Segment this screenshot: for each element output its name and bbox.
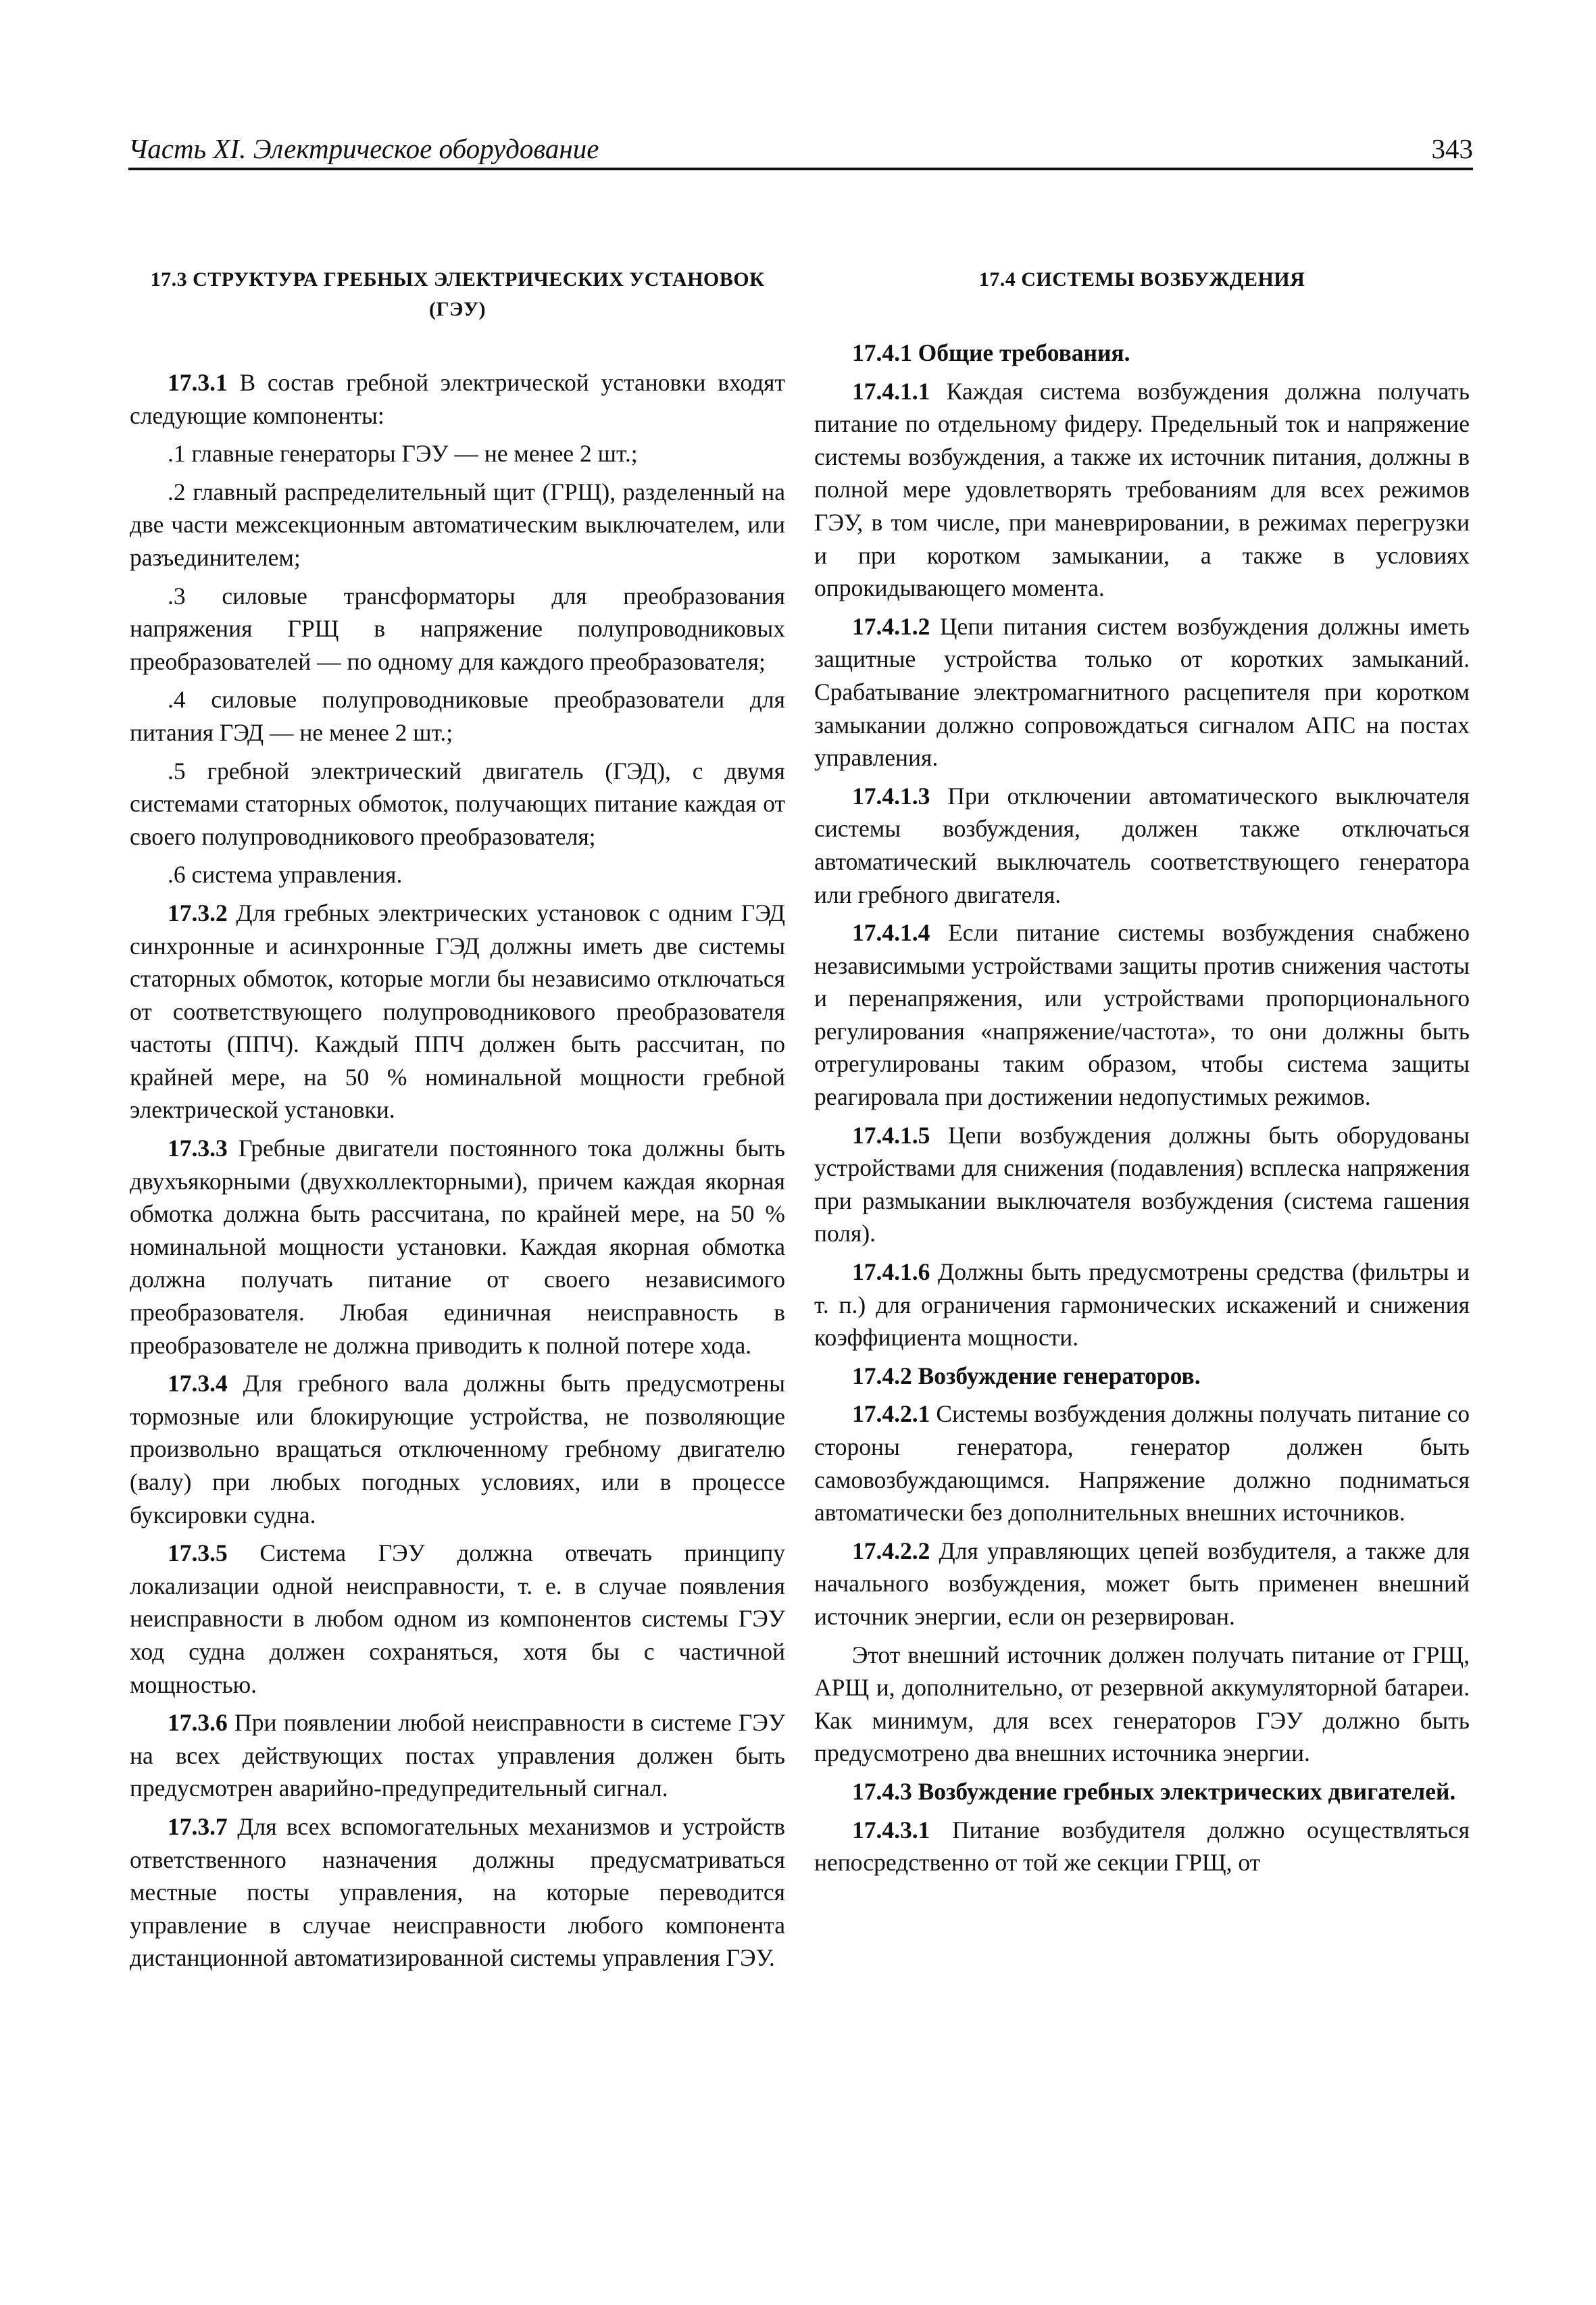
paragraph bbox=[814, 375, 1470, 605]
paragraph-text: Для гребных электрических установок с одним ГЭД синхронные и асинхронные ГЭД должны иметь две системы статорных обмоток, которые могли бы независимо отключаться от соответствующего полупроводникового преобразователя частоты (ППЧ). Каждый ППЧ должен быть рассчитан, по крайней мере, на 50 % номинальной мощности гребной электрической установки. bbox=[130, 899, 785, 1124]
paragraph-number: 17.4.1.3 bbox=[852, 782, 930, 810]
paragraph-text: При появлении любой неисправности в системе ГЭУ на всех действующих постах управления должен быть предусмотрен аварийно-предупредительный сигнал. bbox=[130, 1709, 785, 1802]
running-header-title: Часть XI. Электрическое оборудование bbox=[128, 133, 599, 164]
paragraph-text: Этот внешний источник должен получать питание от ГРЩ, АРЩ и, дополнительно, от резервной аккумуляторной батареи. Как минимум, для всех генераторов ГЭУ должно быть предусмотрено два внешних источника энергии. bbox=[814, 1641, 1470, 1767]
paragraph bbox=[130, 366, 785, 432]
paragraph bbox=[130, 897, 785, 1126]
paragraph-text: Система ГЭУ должна отвечать принципу локализации одной неисправности, т. е. в случае появления неисправности в любом одном из компонентов системы ГЭУ ход судна должен сохраняться, хотя бы с частичной мощностью. bbox=[130, 1539, 785, 1698]
paragraph bbox=[130, 437, 785, 470]
paragraph bbox=[130, 1706, 785, 1805]
paragraph-number: 17.3.7 bbox=[168, 1812, 228, 1840]
paragraph-text: Для управляющих цепей возбудителя, а также для начального возбуждения, может быть применен внешний источник энергии, если он резервирован. bbox=[814, 1537, 1470, 1630]
paragraph-text: Гребные двигатели постоянного тока должны быть двухъякорными (двухколлекторными), причем каждая якорная обмотка должна быть рассчитана, по крайней мере, на 50 % номинальной мощности установки. Каждая якорная обмотка должна получать питание от своего независимого преобразователя. Любая единичная неисправность в преобразователе не должна приводить к полной потере хода. bbox=[130, 1135, 785, 1359]
paragraph bbox=[130, 1537, 785, 1701]
paragraph-number: 17.3.1 bbox=[168, 369, 228, 396]
paragraph-number: 17.4.1.1 bbox=[852, 377, 930, 405]
paragraph bbox=[130, 1810, 785, 1975]
paragraph bbox=[130, 755, 785, 853]
paragraph-text: .4 силовые полупроводниковые преобразователи для питания ГЭД — не менее 2 шт.; bbox=[130, 686, 785, 746]
paragraph bbox=[130, 858, 785, 891]
paragraph-number: 17.4.1 Общие требования. bbox=[852, 339, 1130, 366]
paragraph bbox=[130, 1367, 785, 1531]
paragraph-number: 17.4.2.1 bbox=[852, 1400, 930, 1428]
right-paragraphs bbox=[814, 337, 1470, 1879]
paragraph bbox=[130, 580, 785, 678]
paragraph bbox=[814, 337, 1470, 370]
paragraph-number: 17.4.2 Возбуждение генераторов. bbox=[852, 1362, 1201, 1389]
paragraph-number: 17.4.1.6 bbox=[852, 1258, 930, 1286]
paragraph-text: .1 главные генераторы ГЭУ — не менее 2 шт.; bbox=[168, 440, 638, 468]
paragraph bbox=[814, 1397, 1470, 1529]
paragraph bbox=[130, 1132, 785, 1362]
paragraph bbox=[814, 1119, 1470, 1250]
paragraph bbox=[814, 1360, 1470, 1393]
paragraph-number: 17.3.4 bbox=[168, 1370, 228, 1397]
paragraph-text: Если питание системы возбуждения снабжено независимыми устройствами защиты против снижения частоты и перенапряжения, или устройствами пропорционального регулирования «напряжение/частота», то они должны быть отрегулированы таким образом, чтобы система защиты реагировала при достижении недопустимых режимов. bbox=[814, 919, 1470, 1111]
paragraph-text: Для гребного вала должны быть предусмотрены тормозные или блокирующие устройства, не позволяющие произвольно вращаться отключенному гребному двигателю (валу) при любых погодных условиях, или в процессе буксировки судна. bbox=[130, 1370, 785, 1529]
paragraph bbox=[130, 476, 785, 574]
paragraph-number: 17.4.1.2 bbox=[852, 612, 930, 640]
section-title-17-4: 17.4 СИСТЕМЫ ВОЗБУЖДЕНИЯ bbox=[978, 268, 1305, 291]
section-title-17-3: 17.3 СТРУКТУРА ГРЕБНЫХ ЭЛЕКТРИЧЕСКИХ УСТАНОВОК (ГЭУ) bbox=[150, 268, 765, 320]
paragraph-number: 17.4.1.5 bbox=[852, 1121, 930, 1149]
paragraph-text: .6 система управления. bbox=[168, 861, 403, 889]
paragraph-number: 17.4.3 Возбуждение гребных электрических двигателей. bbox=[852, 1777, 1456, 1805]
page-number: 343 bbox=[1431, 133, 1473, 164]
paragraph-text: Должны быть предусмотрены средства (фильтры и т. п.) для ограничения гармонических искажений и снижения коэффициента мощности. bbox=[814, 1258, 1470, 1352]
right-column bbox=[814, 265, 1470, 1885]
paragraph-text: Цепи возбуждения должны быть оборудованы устройствами для снижения (подавления) всплеска напряжения при размыкании выключателя возбуждения (система гашения поля). bbox=[814, 1121, 1470, 1247]
paragraph-text: .5 гребной электрический двигатель (ГЭД), с двумя системами статорных обмоток, получающих питание каждая от своего полупроводникового преобразователя; bbox=[130, 757, 785, 850]
paragraph bbox=[814, 780, 1470, 911]
paragraph-number: 17.4.1.4 bbox=[852, 919, 930, 947]
paragraph-text: Системы возбуждения должны получать питание со стороны генератора, генератор должен быть самовозбуждающимся. Напряжение должно подниматься автоматически без дополнительных внешних источников. bbox=[814, 1400, 1470, 1527]
paragraph-number: 17.3.2 bbox=[168, 899, 228, 926]
paragraph bbox=[814, 610, 1470, 774]
left-paragraphs bbox=[130, 366, 785, 1975]
paragraph-text: При отключении автоматического выключателя системы возбуждения, должен также отключаться автоматический выключатель соответствующего генератора или гребного двигателя. bbox=[814, 782, 1470, 908]
paragraph-text: .3 силовые трансформаторы для преобразования напряжения ГРЩ в напряжение полупроводниковых преобразователей — по одному для каждого преобразователя; bbox=[130, 582, 785, 675]
paragraph-text: В состав гребной электрической установки входят следующие компоненты: bbox=[130, 369, 785, 429]
paragraph bbox=[814, 916, 1470, 1114]
paragraph bbox=[814, 1256, 1470, 1354]
paragraph bbox=[814, 1639, 1470, 1770]
paragraph bbox=[814, 1535, 1470, 1633]
left-column bbox=[130, 265, 785, 1980]
paragraph-number: 17.3.3 bbox=[168, 1135, 228, 1162]
paragraph bbox=[130, 683, 785, 749]
paragraph-number: 17.4.2.2 bbox=[852, 1537, 930, 1564]
paragraph bbox=[814, 1814, 1470, 1879]
paragraph-text: Для всех вспомогательных механизмов и устройств ответственного назначения должны предусматриваться местные посты управления, на которые переводится управление в случае неисправности любого компонента дистанционной автоматизированной системы управления ГЭУ. bbox=[130, 1812, 785, 1972]
paragraph-text: Каждая система возбуждения должна получать питание по отдельному фидеру. Предельный ток и напряжение системы возбуждения, а также их источник питания, должны в полной мере удовлетворять требованиям для всех режимов ГЭУ, в том числе, при маневрировании, в режимах перегрузки и при коротком замыкании, а также в условиях опрокидывающего момента. bbox=[814, 377, 1470, 602]
paragraph-number: 17.4.3.1 bbox=[852, 1816, 930, 1843]
paragraph-text: .2 главный распределительный щит (ГРЩ), разделенный на две части межсекционным автоматическим выключателем, или разъединителем; bbox=[130, 478, 785, 571]
paragraph-text: Питание возбудителя должно осуществляться непосредственно от той же секции ГРЩ, от bbox=[814, 1816, 1470, 1877]
paragraph-number: 17.3.5 bbox=[168, 1539, 228, 1567]
paragraph-number: 17.3.6 bbox=[168, 1709, 228, 1737]
running-header bbox=[128, 130, 1473, 170]
paragraph-text: Цепи питания систем возбуждения должны иметь защитные устройства только от коротких замыканий. Срабатывание электромагнитного расцепителя при коротком замыкании должно сопровождаться сигналом АПС на постах управления. bbox=[814, 612, 1470, 772]
paragraph bbox=[814, 1775, 1470, 1808]
